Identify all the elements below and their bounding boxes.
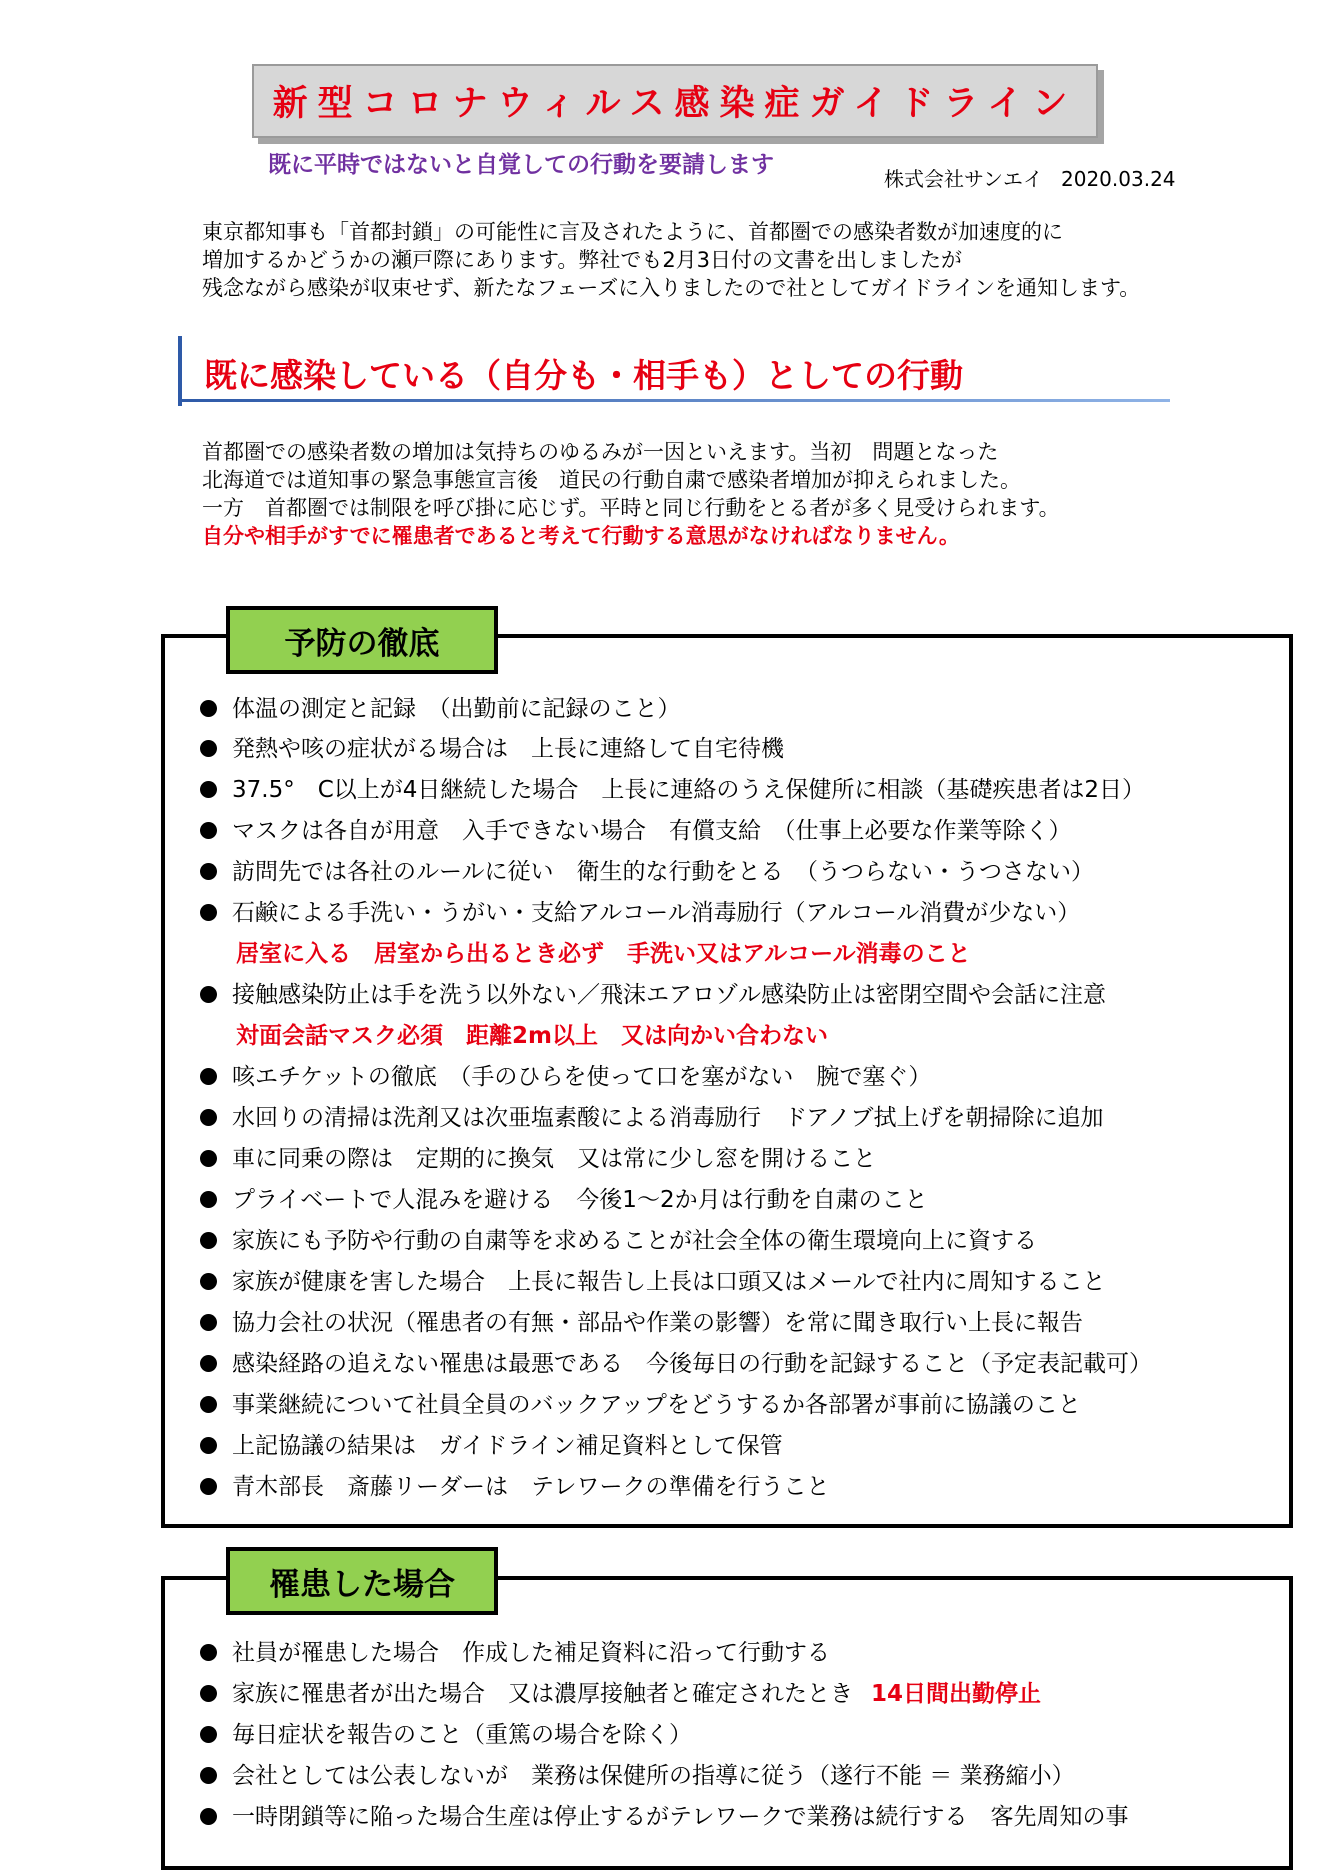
list-item: 家族に罹患者が出た場合 又は濃厚接触者と確定されたとき 14日間出勤停止: [200, 1679, 1041, 1709]
heading-underline: [182, 399, 1170, 402]
distance-note: 対面会話マスク必須 距離2m以上 又は向かい合わない: [236, 1023, 828, 1049]
bullet-icon: [200, 1644, 217, 1661]
list-item: 水回りの清掃は洗剤又は次亜塩素酸による消毒励行 ドアノブ拭上げを朝掃除に追加: [200, 1103, 1103, 1133]
list-item: 会社としては公表しないが 業務は保健所の指導に従う（遂行不能 ＝ 業務縮小）: [200, 1761, 1075, 1791]
bullet-icon: [200, 863, 217, 880]
bullet-icon: [200, 904, 217, 921]
list-item: 感染経路の追えない罹患は最悪である 今後毎日の行動を記録すること（予定表記載可）: [200, 1349, 1152, 1379]
document-title: 新型コロナウィルス感染症ガイドライン: [272, 84, 1078, 124]
intro-paragraph: [202, 218, 1140, 302]
bullet-icon: [200, 1685, 217, 1702]
list-item: 事業継続について社員全員のバックアップをどうするか各部署が事前に協議のこと: [200, 1390, 1081, 1420]
bullet-icon: [200, 1355, 217, 1372]
list-item: 協力会社の状況（罹患者の有無・部品や作業の影響）を常に聞き取行い上長に報告: [200, 1308, 1083, 1338]
bullet-icon: [200, 1150, 217, 1167]
list-item: 接触感染防止は手を洗う以外ない／飛沫エアロゾル感染防止は密閉空間や会話に注意: [200, 980, 1106, 1010]
bullet-icon: [200, 1191, 217, 1208]
list-item: 体温の測定と記録 （出勤前に記録のこと）: [200, 694, 681, 724]
company-line: [884, 163, 1176, 192]
list-item: 発熱や咳の症状がる場合は 上長に連絡して自宅待機: [200, 734, 784, 764]
bullet-icon: [200, 822, 217, 839]
bullet-icon: [200, 986, 217, 1003]
bullet-icon: [200, 1232, 217, 1249]
intro-line: 残念ながら感染が収束せず、新たなフェーズに入りましたので社としてガイドラインを通知します。: [202, 276, 1141, 300]
bullet-icon: [200, 1726, 217, 1743]
section-heading: [178, 336, 1172, 406]
list-item: マスクは各自が用意 入手できない場合 有償支給 （仕事上必要な作業等除く）: [200, 816, 1072, 846]
section-heading-text: 既に感染している（自分も・相手も）としての行動: [204, 356, 963, 395]
infected-label: 罹患した場合: [226, 1547, 498, 1615]
situation-paragraph: [202, 438, 1060, 550]
list-item: 青木部長 斎藤リーダーは テレワークの準備を行うこと: [200, 1472, 830, 1502]
bullet-icon: [200, 1068, 217, 1085]
paragraph-line: 北海道では道知事の緊急事態宣言後 道民の行動自粛で感染者増加が抑えられました。: [202, 468, 1021, 492]
bullet-icon: [200, 1437, 217, 1454]
list-item: 車に同乗の際は 定期的に換気 又は常に少し窓を開けること: [200, 1144, 876, 1174]
handwash-note: 居室に入る 居室から出るとき必ず 手洗い又はアルコール消毒のこと: [236, 941, 971, 967]
bullet-icon: [200, 700, 217, 717]
paragraph-line: 首都圏での感染者数の増加は気持ちのゆるみが一因といえます。当初 問題となった: [202, 440, 999, 464]
title-banner: [252, 64, 1098, 138]
intro-line: 増加するかどうかの瀬戸際にあります。弊社でも2月3日付の文書を出しましたが: [202, 248, 963, 272]
document-date: 2020.03.24: [1061, 167, 1176, 191]
bullet-icon: [200, 1808, 217, 1825]
bullet-icon: [200, 1478, 217, 1495]
stop-work-notice: 14日間出勤停止: [871, 1681, 1042, 1707]
subtitle: 既に平時ではないと自覚しての行動を要請します: [268, 152, 774, 178]
bullet-icon: [200, 1273, 217, 1290]
list-item: 家族が健康を害した場合 上長に報告し上長は口頭又はメールで社内に周知すること: [200, 1267, 1106, 1297]
bullet-icon: [200, 1767, 217, 1784]
list-item: 咳エチケットの徹底 （手のひらを使って口を塞がない 腕で塞ぐ）: [200, 1062, 931, 1092]
bullet-icon: [200, 781, 217, 798]
list-item: 上記協議の結果は ガイドライン補足資料として保管: [200, 1431, 783, 1461]
company-name: 株式会社サンエイ: [884, 167, 1043, 191]
bullet-icon: [200, 1396, 217, 1413]
paragraph-emphasis: 自分や相手がすでに罹患者であると考えて行動する意思がなければなりません。: [202, 524, 960, 548]
bullet-icon: [200, 740, 217, 757]
list-item: 社員が罹患した場合 作成した補足資料に沿って行動する: [200, 1638, 830, 1668]
intro-line: 東京都知事も「首都封鎖」の可能性に言及されたように、首都圏での感染者数が加速度的に: [202, 220, 1063, 244]
paragraph-line: 一方 首都圏では制限を呼び掛に応じず。平時と同じ行動をとる者が多く見受けられます。: [202, 496, 1060, 520]
list-item: 訪問先では各社のルールに従い 衛生的な行動をとる （うつらない・うつさない）: [200, 857, 1094, 887]
list-item: 毎日症状を報告のこと（重篤の場合を除く）: [200, 1720, 692, 1750]
list-item: 37.5° C以上が4日継続した場合 上長に連絡のうえ保健所に相談（基礎疾患者は2日）: [200, 775, 1145, 805]
list-item: 家族にも予防や行動の自粛等を求めることが社会全体の衛生環境向上に資する: [200, 1226, 1037, 1256]
list-item: 石鹸による手洗い・うがい・支給アルコール消毒励行（アルコール消費が少ない）: [200, 898, 1080, 928]
prevention-label: 予防の徹底: [226, 606, 498, 674]
list-item: 一時閉鎖等に陥った場合生産は停止するがテレワークで業務は続行する 客先周知の事: [200, 1802, 1129, 1832]
bullet-icon: [200, 1109, 217, 1126]
bullet-icon: [200, 1314, 217, 1331]
list-item: プライベートで人混みを避ける 今後1～2か月は行動を自粛のこと: [200, 1185, 928, 1215]
